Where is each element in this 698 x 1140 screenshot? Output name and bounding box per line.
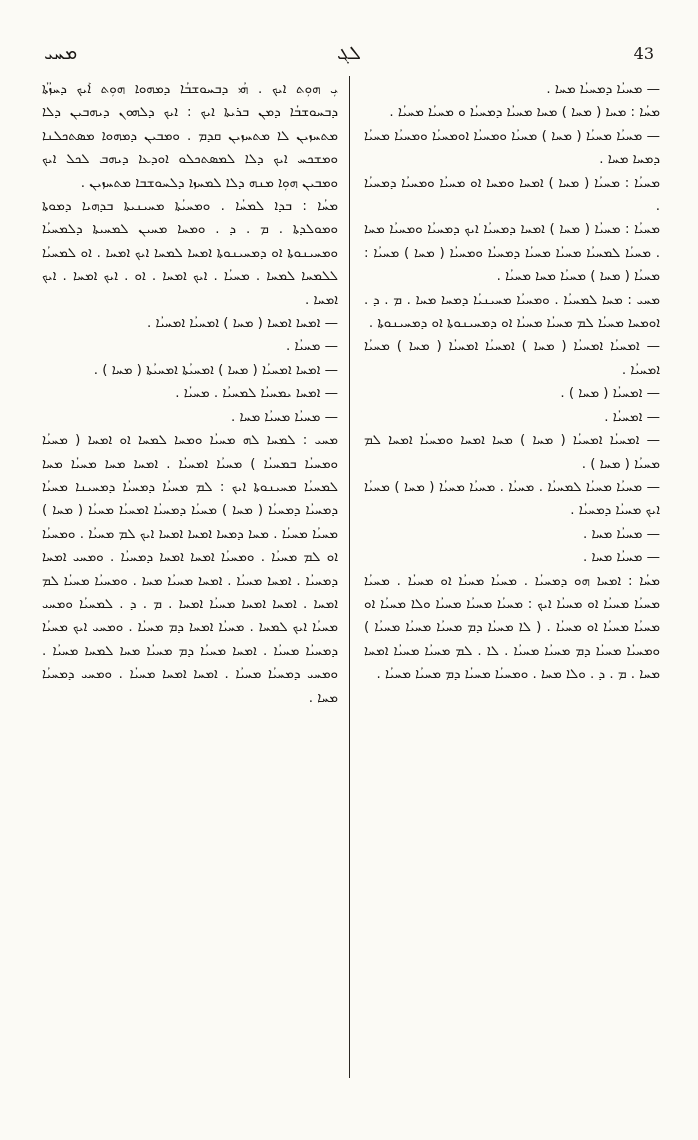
right-entry: ܡܚܝܳܐ : ܡܚܝܳܐ ( ܡܚܐ ) ܐܡܚܐ ܕܡܚܝܳܐ ܐܝܟ ܕܡܚܝܳܐ ܘܡܚܝܳܐ ܡܚܐ . ܡܚܝܳܐ ܠܡܚܝܳܐ ܡܚܝܳܐ ܡܚܝܳܐ ܕܡܚܝܳܐ ܘܡܚܝܳܐ ( ܡܚܐ ) ܡܚܝܳܐ : ܡܚܝܳܐ ( ܡܚܐ ) ܡܚܝܳܐ ܡܚܐ ܡܚܝܳܐ .	[364, 222, 660, 285]
right-entry: ܡܚܳܐ : ܐܡܚܐ ܗܘ ܕܡܚܝܳܐ . ܡܚܝܳܐ ܡܚܝܳܐ ܐܘ ܡܚܝܳܐ . ܡܚܝܳܐ ܡܚܝܳܐ ܡܚܝܳܐ ܐܘ ܡܚܝܳܐ ܐܝܟ : ܡܚܝܳܐ ܡܚܝܳܐ ܡܚܝܳܐ ܘܠܐ ܡܚܝܳܐ ܐܘ ܡܚܝܳܐ ܡܚܝܳܐ ܐܘ ܡܚܝܳܐ . ( ܠܐ ܡܚܝܳܐ ܕܡ ܡܚܝܳܐ ܡܚܝܳܐ ܡܚܝܳܐ ) ܘܡܚܝܳܐ ܡܚܝܳܐ ܕܡ ܡܚܝܳܐ ܡܚܝܳܐ . ܠܐ . ܠܡ ܡܚܝܳܐ ܡܚܝܳܐ ܐܡܚܐ ܡܚܐ . ܡ . ܕ . ܘܠܐ ܡܚܐ . ܘܡܚܝܳܐ ܡܚܝܳܐ ܕܡ ܡܚܝܳܐ ܡܚܝܳܐ .	[364, 573, 660, 683]
syriac-page-numeral: ܠܓ	[337, 42, 361, 64]
right-subentry: — ܐܡܚܝܳܐ ( ܡܚܐ ) .	[560, 386, 660, 402]
column-divider	[349, 76, 350, 1078]
right-subentry: — ܐܡܚܝܳܐ ܐܡܚܝܳܐ ( ܡܚܐ ) ܡܚܐ ܐܡܚܐ ܘܡܚܝܳܐ ܐܡܚܐ ܠܡ ܡܚܝܳܐ ( ܡܚܐ ) .	[364, 433, 660, 472]
right-column	[364, 78, 660, 1078]
left-entry: ܡܚܳܐ : ܒܕܐ ܠܡܚܳܐ . ܘܡܚܝܳܬܐ ܡܚܝܢܝܬܐ ܒܕܗܝܐ ܕܡܘܬܐ ܘܡܘܠܕܬܐ . ܡ . ܕ . ܘܡܚܐ ܡܚܝܢ ܠܡܚܝܬܐ ܕܠܡܚܝܳܐ ܘܡܚܝܢܘܬܐ ܐܘ ܕܡܚܝܢܘܬܐ ܐܡܚܐ ܠܡܚܐ ܐܝܟ ܐܡܚܐ . ܐܘ ܠܡܚܝܳܐ ܠܠܡܚܐ ܠܡܚܐ . ܡܚܝܳܐ . ܐܝܟ ܐܡܚܐ . ܐܘ . ܐܝܟ ܐܡܚܐ . ܐܝܟ ܐܡܚܐ .	[42, 199, 338, 308]
right-entry: ܡܚܳܐ : ܡܚܐ ( ܡܚܐ ) ܡܚܐ ܡܚܝܳܐ ܕܡܚܝܳܐ ܘ ܡܚܝܳܐ ܡܚܝܳܐ .	[389, 105, 660, 121]
left-subentry: — ܐܡܚܐ ܐܡܚܝܳܐ ( ܡܚܐ ) ܐܡܚܝܳܬܐ ܐܡܚܝܳܬܐ ( ܡܚܐ ) .	[93, 362, 338, 378]
right-subentry: — ܡܚܝܳܐ ܡܚܝܳܐ ܠܡܚܝܳܐ . ܡܚܝܳܐ . ܡܚܝܳܐ ܡܚܝܳܐ ( ܡܚܐ ) ܡܚܝܳܐ ܐܝܟ ܡܚܝܳܐ ܕܡܚܝܳܐ .	[364, 479, 660, 519]
right-entry: ܡܚܝ : ܡܚܐ ܠܡܚܝܳܐ . ܘܡܚܝܳܐ ܡܚܝܢܝܳܐ ܕܡܚܐ ܡܚܐ . ܡ . ܕ . ܐܘܡܚܐ ܡܚܝܳܐ ܠܡ ܡܚܝܳܐ ܡܚܝܳܐ ܐܘ ܕܡܚܝܢܘܬܐ ܐܘ ܕܡܚܝܢܘܬܐ .	[364, 292, 660, 332]
right-entry: ܡܚܝܳܐ : ܡܚܝܳܐ ( ܡܚܐ ) ܐܡܚܐ ܘܡܚܐ ܐܘ ܡܚܝܳܐ ܘܡܚܝܳܐ ܕܡܚܝܳܐ .	[364, 175, 660, 215]
right-subentry: — ܡܚܝܳܐ ܡܚܝܳܐ ( ܡܚܐ ) ܡܚܝܳܐ ܘܡܚܝܳܐ ܐܘܡܚܝܳܐ ܘܡܚܝܳܐ ܡܚܝܳܐ ܕܡܚܐ ܡܚܐ .	[364, 128, 660, 168]
page-number: 43	[633, 44, 654, 63]
right-subentry: — ܡܚܝܳܐ ܡܚܐ .	[583, 550, 660, 566]
right-subentry: — ܐܡܚܝܳܐ .	[604, 409, 660, 425]
left-subentry: — ܐܡܚܐ ܐܡܚܐ ( ܡܚܐ ) ܐܡܚܝܳܐ ܐܡܚܝܳܐ .	[147, 316, 338, 332]
left-entry: ܡܚܝ : ܠܡܚܐ ܠܗ ܡܚܝܳܐ ܘܡܚܐ ܠܡܚܐ ܐܘ ܐܡܚܐ ( ܡܚܝܳܐ ܘܡܚܝܳܐ ܒܡܚܝܳܐ ) ܡܚܝܳܐ ܐܡܚܝܳܐ . ܐܡܚܐ ܡܚܐ ܡܚܝܳܐ ܡܚܐ ܠܡܚܝܳܐ ܡܚܝܢܘܬܐ ܐܝܟ : ܠܡ ܡܚܝܳܐ ܕܡܚܝܳܐ ܕܡܚܝܢܐ ܡܚܝܳܐ ܕܡܚܝܳܐ ܕܡܚܝܳܐ ( ܡܚܐ ) ܡܚܝܳܐ ܕܡܚܝܳܐ ܐܡܚܝܳܐ ܡܚܝܳܐ ( ܡܚܐ ) ܡܚܝܳܐ ܡܚܝܳܐ . ܡܚܐ ܕܡܚܐ ܐܡܚܐ ܐܡܚܐ ܐܝܟ ܠܡ ܡܚܝܳܐ . ܘܡܚܝܳܐ ܐܘ ܠܡ ܡܚܝܳܐ . ܘܡܚܝܳܐ ܐܡܚܐ ܐܡܚܐ ܕܡܚܝܳܐ . ܘܡܚܝ ܐܡܚܐ ܕܡܚܝܳܐ . ܐܡܚܐ ܡܚܝܳܐ . ܐܡܚܐ ܡܚܝܳܐ ܡܚܐ . ܘܡܚܝܳܐ ܡܚܝܳܐ ܠܡ ܐܡܚܐ . ܐܡܚܐ ܐܡܚܐ ܡܚܝܳܐ ܐܡܚܐ . ܡ . ܕ . ܠܡܚܝܳܐ ܘܡܚܝ ܡܚܝܳܐ ܐܝܟ ܠܡܚܐ . ܡܚܝܳܐ ܐܡܚܐ ܕܡ ܡܚܝܳܐ . ܘܡܚܝ ܐܝܟ ܡܚܝܳܐ ܕܡܚܝܳܐ ܡܚܝܳܐ . ܐܡܚܐ ܡܚܝܳܐ ܕܡ ܡܚܝܳܐ ܡܚܐ ܠܡܚܐ ܡܚܝܳܐ . ܘܡܚܝ ܕܡܚܝܳܐ ܡܚܝܳܐ . ܐܡܚܐ ܐܡܚܐ ܡܚܝܳܐ . ܘܡܚܝ ܕܡܚܝܳܐ ܡܚܐ .	[42, 433, 338, 706]
right-subentry: — ܡܚܝܳܐ ܕܡܚܝܳܐ ܡܚܐ .	[546, 82, 660, 97]
left-subentry: — ܐܡܚܐ ܝܡܚܝܳܐ ܠܡܚܝܳܐ . ܡܚܝܳܐ .	[175, 386, 338, 402]
running-head: ܡܚܝ	[44, 42, 78, 64]
page-header	[44, 38, 654, 66]
left-subentry: — ܡܚܝܳܐ .	[285, 339, 338, 355]
left-paragraph: ܝܼ ܗܘܼܬ ܐܝܟ . ܗܳܝ ܕܒܚܘܫܒܳܐ ܕܡܗܘܐ ܗܘܼܬ ܐܰܝܟ ܕܚܙܳܬܳܐ ܕܒܚܘܫܒܳܐ ܕܡܢ ܒܪܝܬܐ ܐܝܟ : ܐܝܟ ܕܠܗܘܢ ܕܝܗܒܝܢ ܕܠܐ ܡܬܚܙܝܢ ܠܐ ܡܬܚܙܝܢ ܩܕܡ . ܘܡܒܝܢ ܕܡܗܘܐ ܡܣܬܟܠܢܐ ܘܡܫܟܚ ܐܝܟ ܕܠܐ ܠܡܣܬܟܠܘ ܐܘܕܥܐ ܕܝܗܒ ܠܟܠ ܐܝܟ ܘܡܒܝܢ ܗܘܼܐ ܡܢܗ ܕܠܐ ܠܡܚܙܐ ܕܠܚܘܫܒܐ ܡܬܚܙܝܢ .	[42, 82, 338, 191]
left-column	[42, 78, 338, 1078]
left-subentry: — ܡܚܝܳܐ ܡܚܝܳܐ ܡܚܐ .	[230, 409, 338, 425]
right-subentry: — ܐܡܚܝܳܐ ܐܡܚܝܳܐ ( ܡܚܐ ) ܐܡܚܝܳܐ ܐܡܚܝܳܐ ( ܡܚܐ ) ܡܚܝܳܐ ܐܡܚܝܳܐ .	[364, 339, 660, 378]
right-subentry: — ܡܚܝܳܐ ܡܚܐ .	[583, 526, 660, 542]
